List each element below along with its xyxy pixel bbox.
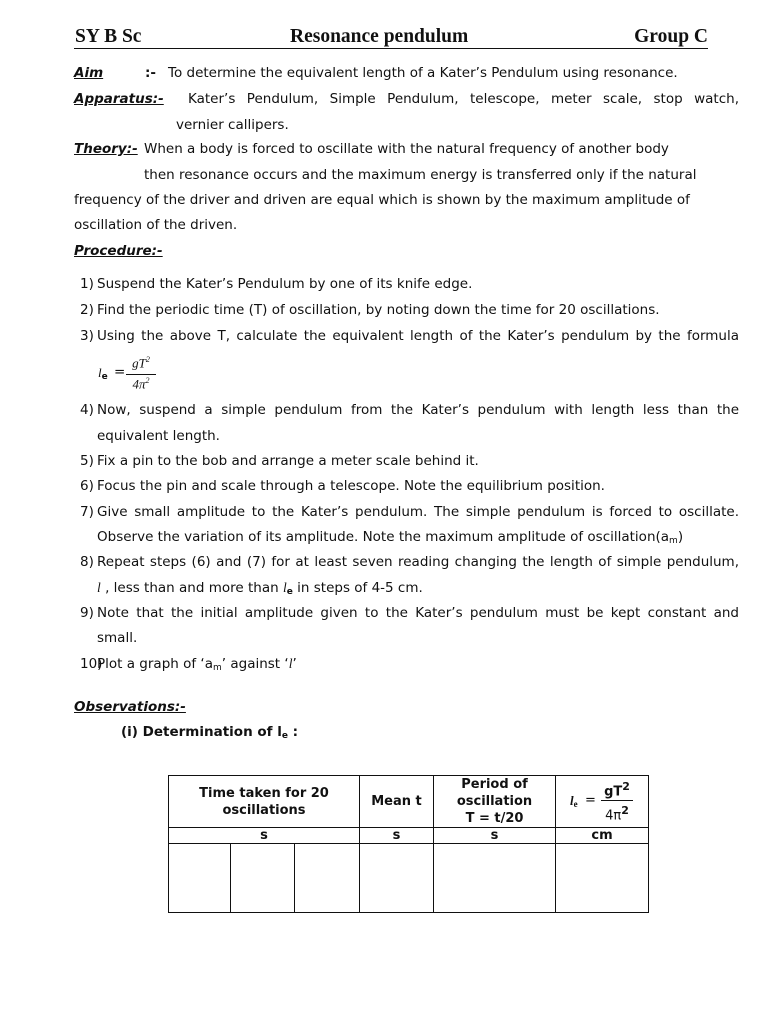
step-text-cont: l , less than and more than $l_e$ in steps of 4-5 cm. <box>97 580 423 597</box>
header-time-20: Time taken for 20 oscillations <box>169 776 360 828</box>
aim-separator: :- <box>145 65 157 81</box>
table-cell <box>231 844 295 913</box>
step-text: Using the above T, calculate the equivalent length of the Kater’s pendulum by the formula <box>97 328 739 344</box>
step-number: 6) <box>80 478 94 494</box>
step-text: Fix a pin to the bob and arrange a meter scale behind it. <box>97 453 479 469</box>
table-cell <box>169 844 231 913</box>
apparatus-line-2: vernier callipers. <box>176 117 289 133</box>
theory-label: Theory:- <box>74 141 138 157</box>
header-period: Period of oscillation T = t/20 <box>434 776 556 828</box>
apparatus-label: Apparatus:- <box>74 91 164 107</box>
header-title: Resonance pendulum <box>290 26 469 47</box>
table-cell <box>360 844 434 913</box>
header-course: SY B Sc <box>75 26 142 47</box>
step-text: Give small amplitude to the Kater’s pendulum. The simple pendulum is forced to oscillate. <box>97 504 739 520</box>
step-text: Plot a graph of ‘$a_m$’ against ‘l’ <box>97 656 297 673</box>
step-number: 1) <box>80 276 94 292</box>
step-number: 7) <box>80 504 94 520</box>
step-text: Repeat steps (6) and (7) for at least seven reading changing the length of simple pendulum, <box>97 554 739 570</box>
observation-table <box>168 775 649 913</box>
theory-line-2: then resonance occurs and the maximum energy is transferred only if the natural <box>144 167 697 183</box>
step-text-cont: Observe the variation of its amplitude. Note the maximum amplitude of $oscillation(a_m)$ <box>97 529 684 546</box>
table-cell <box>556 844 649 913</box>
step-text: Suspend the Kater’s Pendulum by one of its knife edge. <box>97 276 473 292</box>
unit-cell: s <box>434 828 556 844</box>
step-number: 9) <box>80 605 94 621</box>
step-number: 4) <box>80 402 94 418</box>
aim-text: To determine the equivalent length of a Kater’s Pendulum using resonance. <box>168 65 678 81</box>
procedure-label: Procedure:- <box>74 243 163 259</box>
document-header <box>74 26 708 49</box>
theory-line-4: oscillation of the driven. <box>74 217 238 233</box>
theory-line-1: When a body is forced to oscillate with the natural frequency of another body <box>144 141 669 157</box>
observations-subheading: (i) Determination of $l_e$ : <box>121 724 299 741</box>
step-text: Now, suspend a simple pendulum from the Kater’s pendulum with length less than the <box>97 402 739 418</box>
theory-line-3: frequency of the driver and driven are equal which is shown by the maximum amplitude of <box>74 192 690 208</box>
header-equivalent-length: $l_e$ = $gT^2$ $4\pi^2$ <box>556 776 649 828</box>
table-cell <box>295 844 360 913</box>
table-units-row <box>169 828 649 844</box>
step-number: 10) <box>80 656 103 672</box>
step-text: Focus the pin and scale through a telescope. Note the equilibrium position. <box>97 478 605 494</box>
aim-label: Aim <box>74 65 104 81</box>
table-header-row <box>169 776 649 828</box>
step-number: 2) <box>80 302 94 318</box>
step-number: 3) <box>80 328 94 344</box>
header-group: Group C <box>634 26 708 47</box>
step-text-cont: equivalent length. <box>97 428 220 444</box>
step-text-cont: small. <box>97 630 138 646</box>
formula: $l_e$ = $gT^2$ $4\pi^2$ <box>98 355 178 395</box>
step-number: 8) <box>80 554 94 570</box>
observations-label: Observations:- <box>74 699 186 715</box>
step-number: 5) <box>80 453 94 469</box>
step-text: Note that the initial amplitude given to the Kater’s pendulum must be kept constant and <box>97 605 739 621</box>
unit-cell: s <box>169 828 360 844</box>
table-row <box>169 844 649 913</box>
unit-cell: s <box>360 828 434 844</box>
header-mean-t: Mean t <box>360 776 434 828</box>
apparatus-line-1: Kater’s Pendulum, Simple Pendulum, telescope, meter scale, stop watch, <box>188 91 739 107</box>
table-cell <box>434 844 556 913</box>
unit-cell: cm <box>556 828 649 844</box>
step-text: Find the periodic time (T) of oscillation, by noting down the time for 20 oscillations. <box>97 302 660 318</box>
